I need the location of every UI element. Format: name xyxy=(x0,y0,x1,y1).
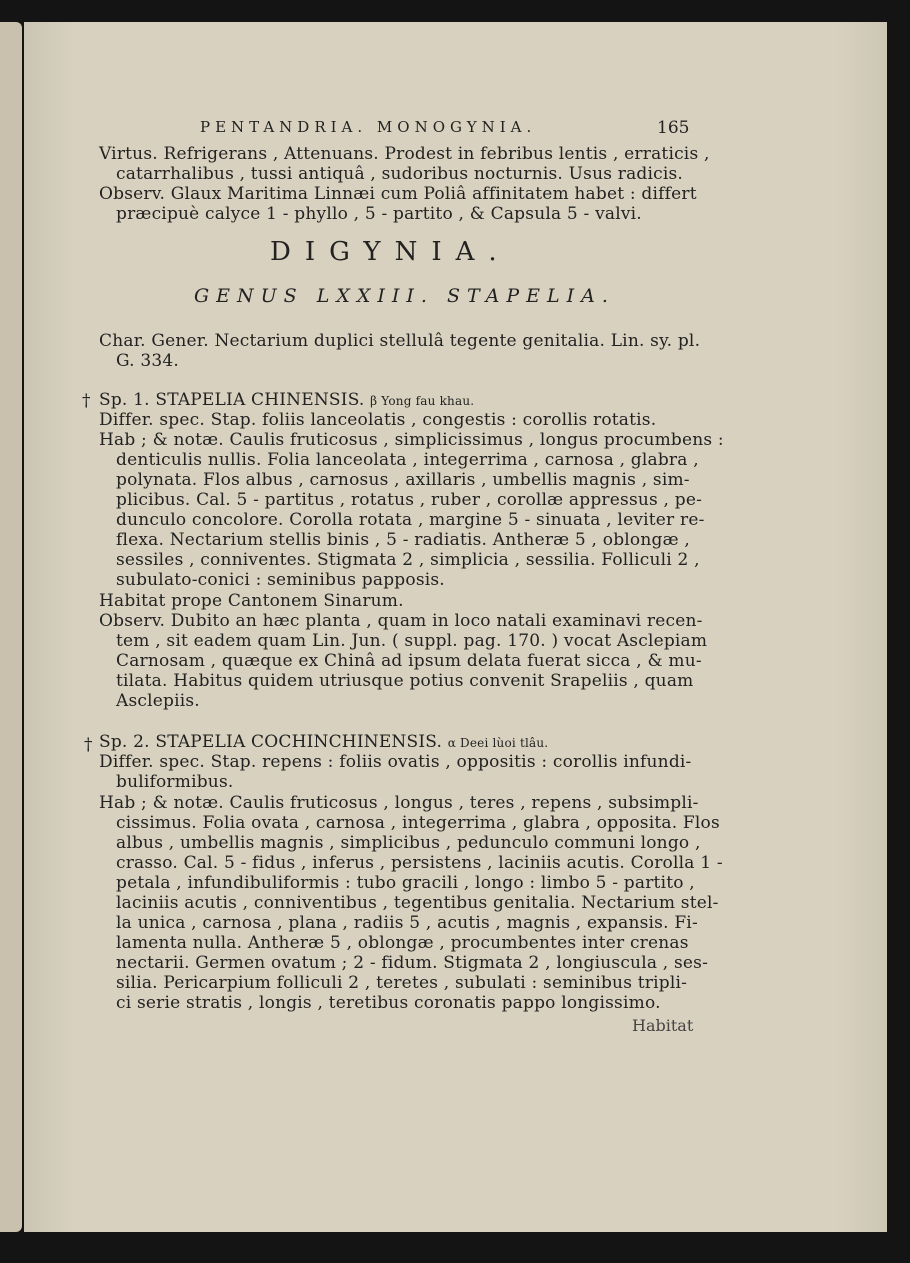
sp1-line: flexa. Nectarium stellis binis , 5 - radiatis. Antheræ 5 , oblongæ , xyxy=(116,530,690,550)
sp2-line: crasso. Cal. 5 - fidus , inferus , persistens , laciniis acutis. Corolla 1 - xyxy=(116,853,723,873)
sp2-line: ci serie stratis , longis , teretibus coronatis pappo longissimo. xyxy=(116,993,661,1013)
sp2-line: buliformibus. xyxy=(116,772,234,792)
sp1-habitat: Habitat prope Cantonem Sinarum. xyxy=(99,591,404,611)
book-page xyxy=(24,22,887,1232)
char-gener-line-2: G. 334. xyxy=(116,351,180,371)
sp2-line: petala , infundibuliformis : tubo gracili , longo : limbo 5 - partito , xyxy=(116,873,695,893)
sp1-line: polynata. Flos albus , carnosus , axillaris , umbellis magnis , sim- xyxy=(116,470,690,490)
sp2-line: cissimus. Folia ovata , carnosa , integerrima , glabra , opposita. Flos xyxy=(116,813,720,833)
sp2-line: lamenta nulla. Antheræ 5 , oblongæ , procumbentes inter crenas xyxy=(116,933,689,953)
sp2-line: Hab ; & notæ. Caulis fruticosus , longus , teres , repens , subsimpli- xyxy=(99,793,699,813)
sp2-vernacular-note: α Deei lùoi tlâu. xyxy=(447,736,549,750)
sp1-line: Hab ; & notæ. Caulis fruticosus , simplicissimus , longus procumbens : xyxy=(99,430,724,450)
sp2-line: Differ. spec. Stap. repens : foliis ovatis , oppositis : corollis infundi- xyxy=(99,752,692,772)
dagger-mark: † xyxy=(82,391,91,411)
genus-title: GENUS LXXIII. STAPELIA. xyxy=(194,285,615,307)
sp2-line: albus , umbellis magnis , simplicibus , pedunculo communi longo , xyxy=(116,833,701,853)
sp2-line: nectarii. Germen ovatum ; 2 - fidum. Stigmata 2 , longiuscula , ses- xyxy=(116,953,709,973)
sp1-vernacular-note: β Yong fau khau. xyxy=(370,394,475,408)
page-number: 165 xyxy=(657,118,690,138)
sp1-observ-line: Asclepiis. xyxy=(116,691,200,711)
dagger-mark: † xyxy=(84,735,93,755)
sp2-heading-text: Sp. 2. STAPELIA COCHINCHINENSIS. xyxy=(99,732,443,752)
virtus-line-2: catarrhalibus , tussi antiquâ , sudoribus nocturnis. Usus radicis. xyxy=(116,164,684,184)
sp1-line: dunculo concolore. Corolla rotata , margine 5 - sinuata , leviter re- xyxy=(116,510,705,530)
sp2-line: laciniis acutis , conniventibus , tegentibus genitalia. Nectarium stel- xyxy=(116,893,719,913)
sp1-line: sessiles , conniventes. Stigmata 2 , simplicia , sessilia. Folliculi 2 , xyxy=(116,550,700,570)
sp2-heading xyxy=(99,733,548,753)
sp1-line: subulato-conici : seminibus papposis. xyxy=(116,570,445,590)
sp1-observ-line: Observ. Dubito an hæc planta , quam in loco natali examinavi recen- xyxy=(99,611,703,631)
sp1-heading-text: Sp. 1. STAPELIA CHINENSIS. xyxy=(99,390,365,410)
observ-line-2: præcipuè calyce 1 - phyllo , 5 - partito , & Capsula 5 - valvi. xyxy=(116,204,642,224)
virtus-line-1: Virtus. Refrigerans , Attenuans. Prodest in febribus lentis , erraticis , xyxy=(99,144,710,164)
char-gener-line-1: Char. Gener. Nectarium duplici stellulâ tegente genitalia. Lin. sy. pl. xyxy=(99,331,701,351)
sp2-line: silia. Pericarpium folliculi 2 , teretes , subulati : seminibus tripli- xyxy=(116,973,688,993)
observ-line-1: Observ. Glaux Maritima Linnæi cum Poliâ affinitatem habet : differt xyxy=(99,184,697,204)
sp1-observ-line: tilata. Habitus quidem utriusque potius convenit Srapeliis , quam xyxy=(116,671,694,691)
sp1-line: plicibus. Cal. 5 - partitus , rotatus , ruber , corollæ appressus , pe- xyxy=(116,490,703,510)
catchword: Habitat xyxy=(632,1016,694,1035)
sp1-observ-line: Carnosam , quæque ex Chinâ ad ipsum delata fuerat sicca , & mu- xyxy=(116,651,702,671)
section-title: DIGYNIA. xyxy=(270,237,511,267)
sp1-line: denticulis nullis. Folia lanceolata , integerrima , carnosa , glabra , xyxy=(116,450,699,470)
previous-page-edge xyxy=(0,22,22,1232)
sp1-heading xyxy=(99,391,474,411)
sp1-line: Differ. spec. Stap. foliis lanceolatis , congestis : corollis rotatis. xyxy=(99,410,657,430)
running-head: PENTANDRIA. MONOGYNIA. xyxy=(200,118,537,136)
sp1-observ-line: tem , sit eadem quam Lin. Jun. ( suppl. pag. 170. ) vocat Asclepiam xyxy=(116,631,708,651)
sp2-line: la unica , carnosa , plana , radiis 5 , acutis , magnis , expansis. Fi- xyxy=(116,913,698,933)
